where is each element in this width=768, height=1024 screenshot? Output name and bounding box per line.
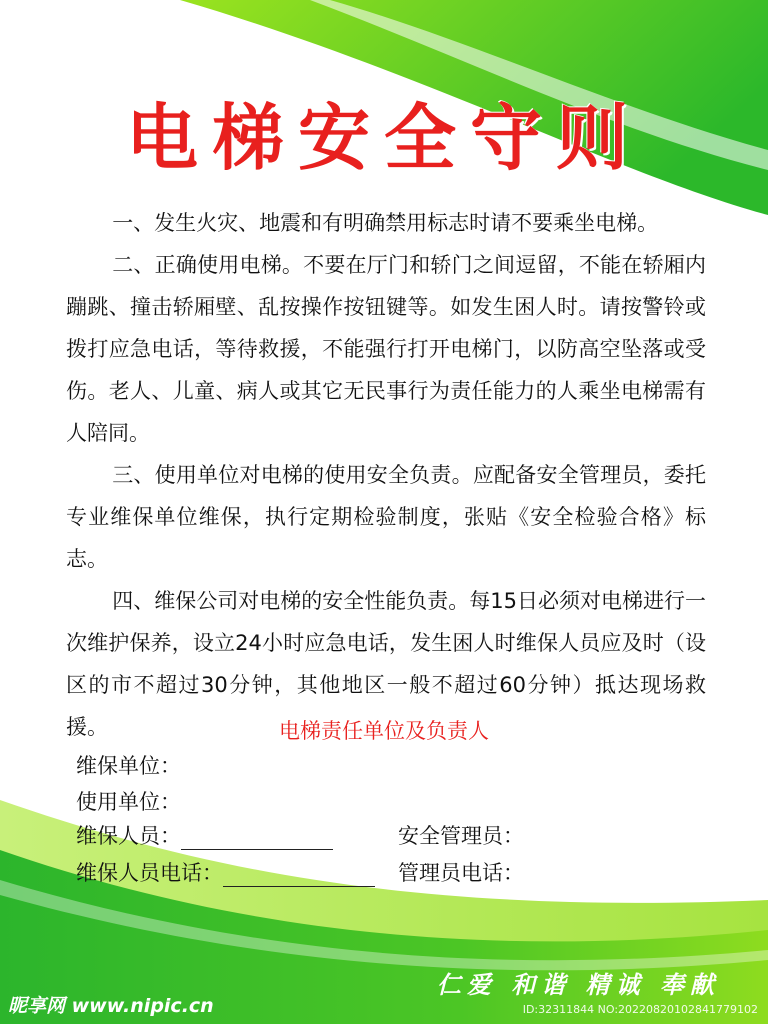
maintenance-unit-field bbox=[76, 750, 181, 780]
user-unit-field bbox=[76, 786, 181, 816]
watermark-logo: 昵享网 www.nipic.cn bbox=[8, 995, 214, 1017]
user-unit-label: 使用单位： bbox=[76, 790, 181, 814]
responsibility-subtitle: 电梯责任单位及负责人 bbox=[279, 719, 489, 743]
rule-paragraph-3: 三、使用单位对电梯的使用安全负责。应配备安全管理员，委托专业维保单位维保，执行定期检验制度，张贴《安全检验合格》标志。 bbox=[66, 463, 706, 571]
maintenance-phone-blank bbox=[223, 862, 375, 887]
safety-manager-field bbox=[398, 820, 524, 850]
rule-paragraph-2: 二、正确使用电梯。不要在厅门和轿门之间逗留，不能在轿厢内蹦跳、撞击轿厢壁、乱按操作按钮键等。如发生困人时。请按警铃或拨打应急电话，等待救援，不能强行打开电梯门，以防高空坠落或受伤。老人、儿童、病人或其它无民事行为责任能力的人乘坐电梯需有人陪同。 bbox=[66, 253, 706, 445]
motto-slogan: 仁爱 和谐 精诚 奉献 bbox=[436, 970, 720, 999]
manager-phone-label: 管理员电话： bbox=[398, 861, 524, 885]
maintenance-phone-label: 维保人员电话： bbox=[76, 861, 223, 885]
maintenance-staff-label: 维保人员： bbox=[76, 824, 181, 848]
manager-phone-field bbox=[398, 857, 524, 887]
rule-paragraph-1: 一、发生火灾、地震和有明确禁用标志时请不要乘坐电梯。 bbox=[112, 211, 659, 235]
maintenance-unit-label: 维保单位： bbox=[76, 754, 181, 778]
page-title: 电梯安全守则 bbox=[125, 95, 642, 180]
maintenance-phone-field bbox=[76, 857, 375, 887]
safety-manager-label: 安全管理员： bbox=[398, 824, 524, 848]
maintenance-staff-field bbox=[76, 820, 333, 850]
maintenance-staff-blank bbox=[181, 825, 333, 850]
rules-body bbox=[66, 202, 706, 748]
watermark-id: ID:32311844 NO:20220820102841779102 bbox=[522, 1003, 758, 1016]
rule-paragraph-4: 四、维保公司对电梯的安全性能负责。每15日必须对电梯进行一次维护保养，设立24小时应急电话，发生困人时维保人员应及时（设区的市不超过30分钟，其他地区一般不超过60分钟）抵达现场救援。 bbox=[66, 589, 706, 739]
